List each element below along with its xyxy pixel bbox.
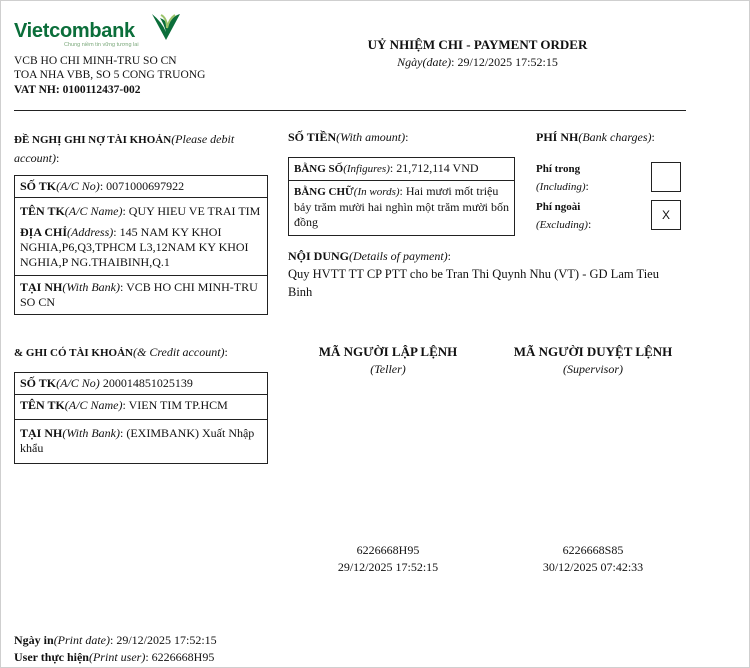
credit-bank-value: : (EXIMBANK) Xuất Nhập khẩu (20, 426, 255, 455)
fees-heading (536, 130, 655, 145)
amount-figures-label-en: (Infigures) (343, 163, 390, 175)
amount-figures-value: : 21,712,114 VND (389, 161, 479, 175)
amount-heading (288, 130, 408, 145)
debit-name-row (15, 198, 267, 219)
fee-excluding-checkbox[interactable]: X (651, 200, 681, 230)
supervisor-subtitle: (Supervisor) (563, 362, 623, 376)
header-divider (14, 110, 686, 111)
bank-vat: VAT NH: 0100112437-002 (14, 84, 141, 96)
credit-acct-value: 200014851025139 (99, 376, 193, 390)
debit-addr-label-en: (Address) (67, 225, 114, 239)
credit-heading (14, 345, 228, 360)
credit-heading-tail: : (224, 345, 228, 359)
content-heading-bold: NỘI DUNG (288, 249, 350, 263)
debit-addr-value: : 145 NAM KY KHOI NGHIA,P6,Q3,TPHCM L3,12NAM KY KHOI NGHIA,P NG.THAIBINH,Q.1 (20, 225, 249, 269)
print-date-label: Ngày in (14, 633, 54, 647)
debit-bank-row (15, 276, 267, 314)
amount-words-label-en: (In words) (353, 186, 400, 198)
supervisor-title: MÃ NGƯỜI DUYỆT LỆNH (513, 344, 673, 359)
print-date (14, 633, 217, 648)
bank-address: TOA NHA VBB, SO 5 CONG TRUONG (14, 69, 206, 81)
debit-addr-label: ĐỊA CHỈ (20, 225, 68, 239)
amount-box (288, 157, 515, 236)
credit-bank-label-en: (With Bank) (62, 426, 120, 440)
amount-words-label: BẰNG CHỮ (294, 186, 354, 198)
content-heading (288, 249, 451, 264)
fees-heading-bold: PHÍ NH (536, 130, 579, 144)
credit-acct-row (15, 373, 267, 395)
amount-heading-tail: : (405, 130, 409, 144)
debit-name-value: : QUY HIEU VE TRAI TIM (122, 204, 261, 218)
credit-acct-label: SỐ TK (20, 376, 57, 390)
fee-including-checkbox[interactable] (651, 162, 681, 192)
fee-excluding-italic: (Excluding) (536, 219, 588, 231)
order-date (300, 55, 655, 70)
fee-including-italic: (Including) (536, 181, 586, 193)
supervisor-time: 30/12/2025 07:42:33 (542, 560, 644, 574)
payment-details: Quy HVTT TT CP PTT cho be Tran Thi Quynh Nhu (VT) - GD Lam Tieu Binh (288, 267, 659, 299)
print-date-label-en: (Print date) (53, 633, 111, 647)
debit-acct-row (15, 176, 267, 198)
teller-time: 29/12/2025 17:52:15 (337, 560, 439, 574)
debit-addr-row (15, 219, 267, 276)
debit-heading (14, 130, 269, 167)
debit-heading-italic: (Please debit account) (14, 132, 235, 165)
credit-heading-bold: & GHI CÓ TÀI KHOẢN (14, 347, 133, 359)
credit-name-label: TÊN TK (20, 398, 65, 412)
print-user-label: User thực hiện (14, 650, 89, 664)
fee-including-bold: Phí trong (536, 163, 581, 175)
fee-including-tail: : (585, 179, 589, 193)
teller-title: MÃ NGƯỜI LẬP LỆNH (318, 344, 458, 359)
debit-name-label: TÊN TK (20, 204, 65, 218)
credit-account-box (14, 372, 268, 464)
bank-branch: VCB HO CHI MINH-TRU SO CN (14, 55, 177, 67)
logo-text: Vietcombank (14, 20, 135, 42)
print-date-value: : 29/12/2025 17:52:15 (110, 633, 217, 647)
credit-bank-label: TẠI NH (20, 426, 63, 440)
fee-including-label (536, 160, 589, 196)
debit-bank-label-en: (With Bank) (62, 280, 120, 294)
fee-excluding-tail: : (587, 217, 592, 231)
content-heading-italic: (Details of payment) (349, 249, 448, 263)
debit-bank-label: TẠI NH (20, 280, 63, 294)
teller-subtitle: (Teller) (370, 362, 406, 376)
debit-bank-value: : VCB HO CHI MINH-TRU SO CN (20, 280, 258, 309)
page-title: UỶ NHIỆM CHI - PAYMENT ORDER (367, 37, 588, 52)
order-date-value: : 29/12/2025 17:52:15 (451, 55, 558, 69)
fees-heading-tail: : (651, 130, 655, 144)
print-user (14, 650, 214, 665)
fees-heading-italic: (Bank charges) (578, 130, 652, 144)
debit-acct-label: SỐ TK (20, 179, 57, 193)
credit-heading-italic: (& Credit account) (132, 345, 225, 359)
teller-code: 6226668H95 (356, 543, 420, 557)
debit-acct-value: : 0071000697922 (99, 179, 185, 193)
logo-tagline: Chung niềm tin vững tương lai (64, 42, 139, 48)
fee-excluding-label (536, 198, 591, 234)
bank-logo (14, 12, 174, 52)
debit-heading-tail: : (55, 151, 60, 165)
credit-name-label-en: (A/C Name) (64, 398, 123, 412)
print-user-label-en: (Print user) (88, 650, 146, 664)
print-user-value: : 6226668H95 (145, 650, 215, 664)
debit-name-label-en: (A/C Name) (64, 204, 123, 218)
credit-name-value: : VIEN TIM TP.HCM (122, 398, 228, 412)
amount-heading-bold: SỐ TIỀN (288, 130, 337, 144)
order-date-label: Ngày(date) (397, 55, 452, 69)
credit-bank-row (15, 420, 267, 463)
logo-mark-icon (150, 12, 182, 42)
amount-words-value: : Hai mươi mốt triệu bảy trăm mười hai nghìn một trăm mười bốn đồng (294, 184, 510, 229)
debit-heading-bold: ĐỀ NGHỊ GHI NỢ TÀI KHOẢN (14, 134, 172, 146)
amount-words-row (289, 181, 514, 235)
debit-account-box (14, 175, 268, 315)
amount-heading-italic: (With amount) (336, 130, 406, 144)
credit-acct-label-en: (A/C No) (56, 376, 100, 390)
amount-figures-label: BẰNG SỐ (294, 163, 344, 175)
credit-name-row (15, 395, 267, 420)
content-heading-tail: : (447, 249, 452, 263)
fee-excluding-bold: Phí ngoài (536, 201, 581, 213)
debit-acct-label-en: (A/C No) (56, 179, 100, 193)
supervisor-code: 6226668S85 (562, 543, 624, 557)
amount-figures-row (289, 158, 514, 181)
